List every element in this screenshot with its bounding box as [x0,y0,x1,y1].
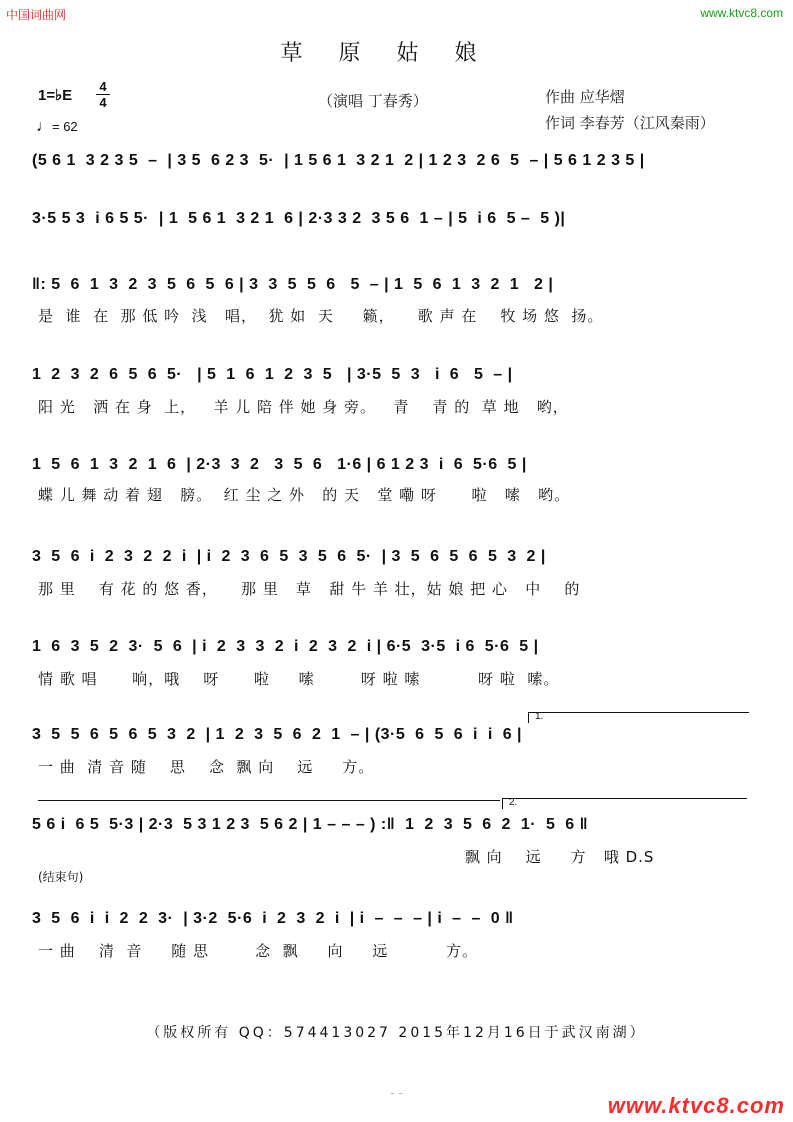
volta-2-bracket [502,798,747,809]
time-sig-bottom: 4 [99,95,107,110]
tempo-marking [36,118,78,136]
score-row-4: 1 2 3 2 6 5 6 5· | 5 1 6 1 2 3 5 | 3·5 5 3 i 6 5 – | [32,366,513,383]
score-row-1: (5 6 1 3 2 3 5 – | 3 5 6 2 3 5· | 1 5 6 1 3 2 1 2 | 1 2 3 2 6 5 – | 5 6 1 2 3 5 | [32,152,645,169]
time-signature [96,80,110,109]
ending-label: (结束句) [38,870,84,884]
page-marker: – – [390,1088,404,1099]
key-signature: 1=♭E [38,87,73,104]
volta-2-label: 2. [509,797,518,808]
score-row-5: 1 5 6 1 3 2 1 6 | 2·3 3 2 3 5 6 1·6 | 6 1 2 3 i 6 5·6 5 | [32,456,527,473]
song-title: 草原姑娘 [280,41,513,66]
lyric-row-3: 是 谁 在 那 低 吟 浅 唱， 犹 如 天 籁， 歌 声 在 牧 场 悠 扬。 [38,307,604,325]
lyric-row-4: 阳 光 洒 在 身 上， 羊 儿 陪 伴 她 身 旁。 青 青 的 草 地 哟， [38,398,569,416]
volta-1-bracket [528,712,749,723]
lyric-row-6: 那 里 有 花 的 悠 香， 那 里 草 甜 牛 羊 壮，姑 娘 把 心 中 的 [38,580,581,598]
score-row-9: 5 6 i 6 5 5·3 | 2·3 5 3 1 2 3 5 6 2 | 1 – – – ) :‖ 1 2 3 5 6 2 1· 5 6 ‖ [32,816,589,833]
composer-credit: 作曲 应华熠 [545,88,625,106]
site-watermark: www.ktvc8.com [607,1093,785,1118]
score-row-8: 3 5 5 6 5 6 5 3 2 | 1 2 3 5 6 2 1 – | (3·5 6 5 6 i i 6 | [32,726,523,743]
score-row-10: 3 5 6 i i 2 2 3· | 3·2 5·6 i 2 3 2 i | i – – – | i – – 0 ‖ [32,910,514,927]
time-sig-top: 4 [99,79,107,94]
lyricist-credit: 作词 李春芳（江风秦雨） [545,114,715,132]
volta-1-continuation-line [38,800,500,801]
lyric-row-9: 飘 向 远 方 哦 D.S [38,848,655,866]
lyric-row-10: 一 曲 清 音 随 思 念 飘 向 远 方。 [38,942,479,960]
site-url-right: www.ktvc8.com [700,6,783,20]
tempo-value: = 62 [52,119,78,134]
score-row-7: 1 6 3 5 2 3· 5 6 | i 2 3 3 2 i 2 3 2 i | 6·5 3·5 i 6 5·6 5 | [32,638,539,655]
lyric-row-7: 情 歌 唱 响，哦 呀 啦 嗦 呀 啦 嗦 呀 啦 嗦。 [38,670,560,688]
site-logo-left: 中国词曲网 [6,8,67,22]
volta-1-label: 1. [535,711,544,722]
lyric-row-5: 蝶 儿 舞 动 着 翅 膀。 红 尘 之 外 的 天 堂 嘞 呀 啦 嗦 哟。 [38,486,571,504]
copyright-notice: （版权所有 QQ：574413027 2015年12月16日于武汉南湖） [146,1025,647,1041]
score-row-2: 3·5 5 3 i 6 5 5· | 1 5 6 1 3 2 1 6 | 2·3 3 2 3 5 6 1 – | 5 i 6 5 – 5 )| [32,210,566,227]
score-row-3: ‖: 5 6 1 3 2 3 5 6 5 6 | 3 3 5 5 6 5 – | 1 5 6 1 3 2 1 2 | [32,276,554,293]
score-row-6: 3 5 6 i 2 3 2 2 i | i 2 3 6 5 3 5 6 5· | 3 5 6 5 6 5 3 2 | [32,548,546,565]
quarter-note-icon: ♩ [36,118,52,135]
singer-credit: （演唱 丁春秀） [318,92,428,110]
lyric-row-8: 一 曲 清 音 随 思 念 飘 向 远 方。 [38,758,375,776]
